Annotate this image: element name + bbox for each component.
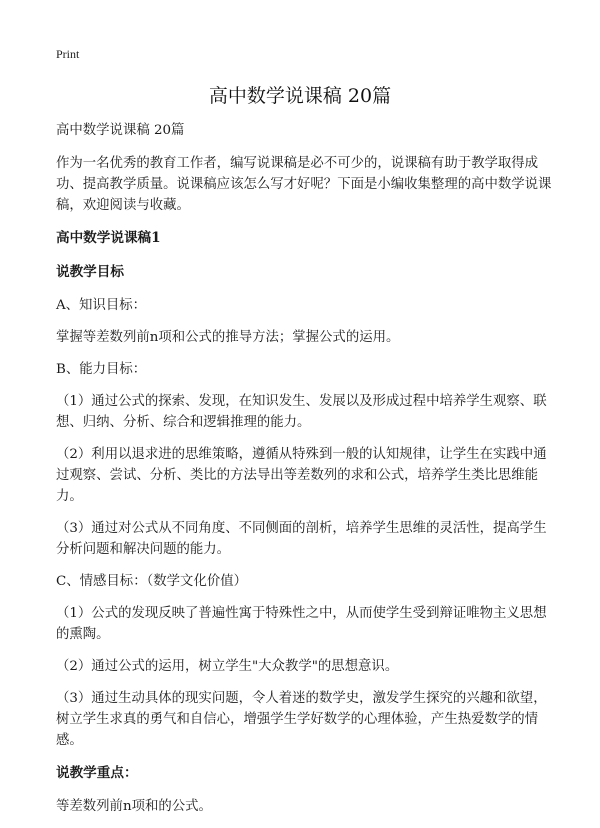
emotion-goal-1: （1）公式的发现反映了普遍性寓于特殊性之中，从而使学生受到辩证唯物主义思想的熏陶。	[56, 606, 547, 642]
knowledge-goal-text: 掌握等差数列前n项和公式的推导方法；掌握公式的运用。	[56, 330, 400, 345]
emotion-goal-3: （3）通过生动具体的现实问题，令人着迷的数学史，激发学生探究的兴趣和欲望，树立学生求真的勇气和自信心，增强学生学好数学的心理体验，产生热爱数学的情感。	[56, 691, 547, 748]
print-label: Print	[56, 47, 80, 61]
key-point-text: 等差数列前n项和的公式。	[56, 799, 212, 814]
key-point-heading: 说教学重点：	[56, 765, 138, 781]
emotion-goal-2: （2）通过公式的运用，树立学生"大众教学"的思想意识。	[56, 659, 399, 674]
knowledge-goal-label: A、知识目标：	[56, 298, 147, 313]
document-subtitle: 高中数学说课稿 20篇	[56, 123, 185, 138]
page-title: 高中数学说课稿 20篇	[208, 85, 392, 107]
ability-goal-2: （2）利用以退求进的思维策略，遵循从特殊到一般的认知规律，让学生在实践中通过观察、尝试、分析、类比的方法导出等差数列的求和公式，培养学生类比思维能力。	[56, 447, 547, 504]
section-heading-1: 高中数学说课稿1	[56, 230, 161, 246]
ability-goal-3: （3）通过对公式从不同角度、不同侧面的剖析，培养学生思维的灵活性，提高学生分析问题和解决问题的能力。	[56, 521, 547, 557]
emotion-goal-label: C、情感目标：（数学文化价值）	[56, 574, 248, 589]
teaching-goals-heading: 说教学目标	[56, 264, 124, 280]
document-body	[56, 120, 556, 828]
ability-goal-label: B、能力目标：	[56, 362, 147, 377]
intro-paragraph: 作为一名优秀的教育工作者，编写说课稿是必不可少的，说课稿有助于教学取得成功、提高教学质量。说课稿应该怎么写才好呢？下面是小编收集整理的高中数学说课稿，欢迎阅读与收藏。	[56, 156, 552, 213]
ability-goal-1: （1）通过公式的探索、发现，在知识发生、发展以及形成过程中培养学生观察、联想、归纳、分析、综合和逻辑推理的能力。	[56, 394, 547, 430]
